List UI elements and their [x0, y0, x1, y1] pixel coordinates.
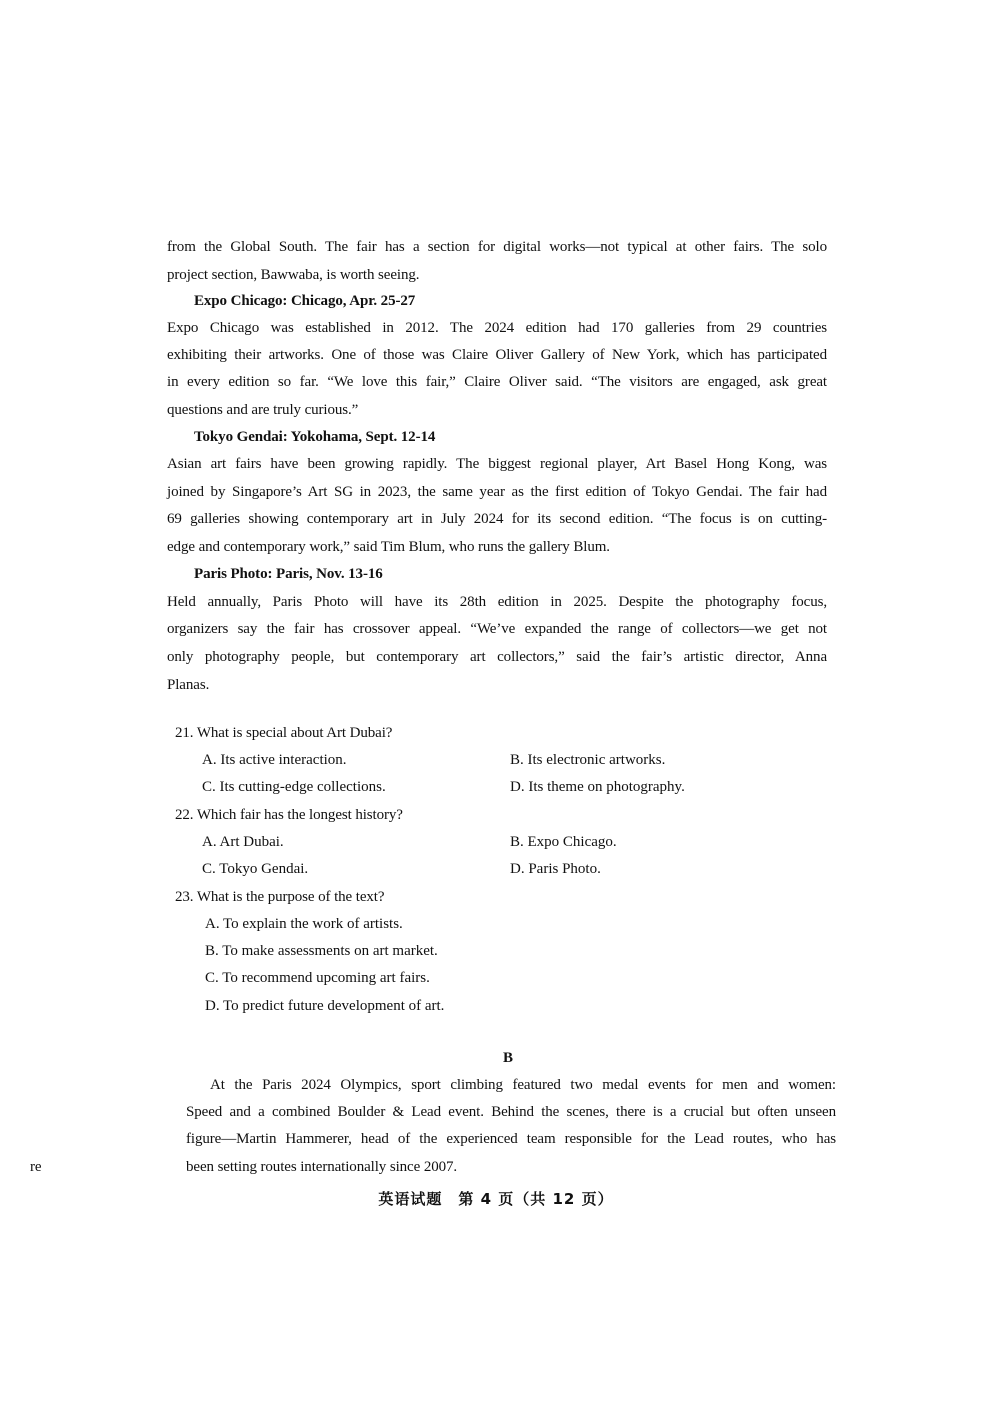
section-heading-tokyo-gendai: Tokyo Gendai: Yokohama, Sept. 12-14 [194, 429, 436, 445]
passage-a-line-2: project section, Bawwaba, is worth seeing. [167, 267, 420, 283]
question-21-option-a: A. Its active interaction. [202, 752, 347, 768]
passage-b-line-1: At the Paris 2024 Olympics, sport climbing featured two medal events for men and women: [210, 1077, 836, 1093]
question-22-option-a: A. Art Dubai. [202, 834, 284, 850]
paris-photo-line-4: Planas. [167, 677, 210, 693]
tokyo-gendai-line-3: 69 galleries showing contemporary art in July 2024 for its second edition. “The focus is on cutting- [167, 511, 827, 527]
question-23-option-b: B. To make assessments on art market. [205, 943, 438, 959]
question-23-stem: 23. What is the purpose of the text? [175, 889, 385, 905]
question-22-option-b: B. Expo Chicago. [510, 834, 617, 850]
section-heading-paris-photo: Paris Photo: Paris, Nov. 13-16 [194, 566, 383, 582]
passage-b-label: B [503, 1050, 513, 1066]
question-23-option-c: C. To recommend upcoming art fairs. [205, 970, 430, 986]
expo-chicago-line-2: exhibiting their artworks. One of those was Claire Oliver Gallery of New York, which has participated [167, 347, 827, 363]
section-heading-expo-chicago: Expo Chicago: Chicago, Apr. 25-27 [194, 293, 416, 309]
paris-photo-line-1: Held annually, Paris Photo will have its 28th edition in 2025. Despite the photography focus, [167, 594, 827, 610]
question-22-option-c: C. Tokyo Gendai. [202, 861, 309, 877]
expo-chicago-line-1: Expo Chicago was established in 2012. The 2024 edition had 170 galleries from 29 countries [167, 320, 827, 336]
margin-text: re [30, 1159, 42, 1175]
question-23-option-d: D. To predict future development of art. [205, 998, 445, 1014]
question-21-option-d: D. Its theme on photography. [510, 779, 685, 795]
paris-photo-line-3: only photography people, but contemporary art collectors,” said the fair’s artistic director, Anna [167, 649, 827, 665]
passage-a-line-1: from the Global South. The fair has a section for digital works—not typical at other fairs. The solo [167, 239, 827, 255]
question-23-option-a: A. To explain the work of artists. [205, 916, 403, 932]
tokyo-gendai-line-2: joined by Singapore’s Art SG in 2023, the same year as the first edition of Tokyo Gendai. The fair had [167, 484, 827, 500]
question-21-option-b: B. Its electronic artworks. [510, 752, 666, 768]
passage-b-line-4: been setting routes internationally since 2007. [186, 1159, 458, 1175]
expo-chicago-line-4: questions and are truly curious.” [167, 402, 359, 418]
passage-b-line-3: figure—Martin Hammerer, head of the experienced team responsible for the Lead routes, who has [186, 1131, 836, 1147]
expo-chicago-line-3: in every edition so far. “We love this fair,” Claire Oliver said. “The visitors are engaged, ask great [167, 374, 827, 390]
tokyo-gendai-line-4: edge and contemporary work,” said Tim Blum, who runs the gallery Blum. [167, 539, 610, 555]
question-21-option-c: C. Its cutting-edge collections. [202, 779, 386, 795]
page-footer: 英语试题 第 4 页（共 12 页） [378, 1190, 614, 1208]
paris-photo-line-2: organizers say the fair has crossover appeal. “We’ve expanded the range of collectors—we get not [167, 621, 827, 637]
question-22-stem: 22. Which fair has the longest history? [175, 807, 403, 823]
question-22-option-d: D. Paris Photo. [510, 861, 601, 877]
passage-b-line-2: Speed and a combined Boulder & Lead event. Behind the scenes, there is a crucial but often unseen [186, 1104, 836, 1120]
tokyo-gendai-line-1: Asian art fairs have been growing rapidly. The biggest regional player, Art Basel Hong Kong, was [167, 456, 827, 472]
question-21-stem: 21. What is special about Art Dubai? [175, 725, 393, 741]
